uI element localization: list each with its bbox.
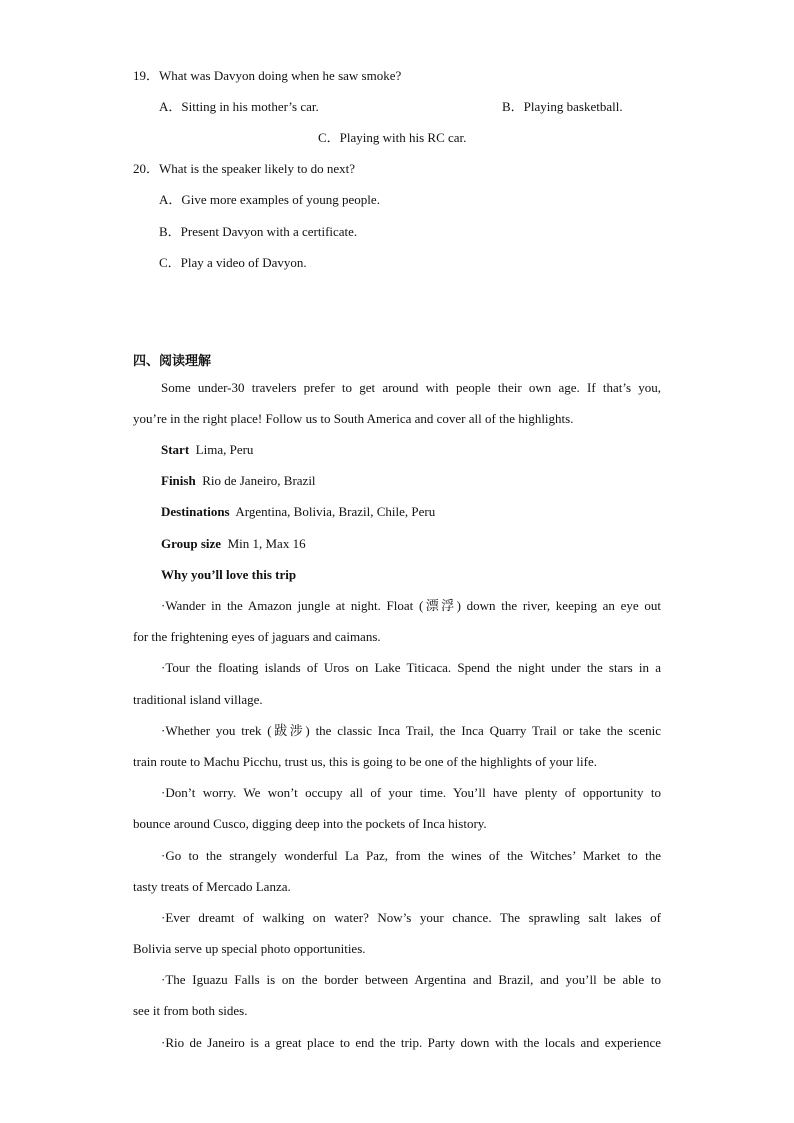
info-finish [161,473,316,489]
info-destinations-value: Argentina, Bolivia, Brazil, Chile, Peru [235,504,436,519]
bullet-6-line-1: ·Ever dreamt of walking on water? Now’s your chance. The sprawling salt lakes of [161,910,661,925]
question-20: 20．What is the speaker likely to do next? [133,161,356,176]
bullet-2-line-1: ·Tour the floating islands of Uros on Lake Titicaca. Spend the night under the stars in a [161,660,661,675]
why-heading: Why you’ll love this trip [161,567,297,582]
info-finish-value: Rio de Janeiro, Brazil [202,473,316,488]
q19-option-c: C．Playing with his RC car. [318,130,467,145]
info-destinations [161,504,435,520]
intro-line-1: Some under-30 travelers prefer to get around with people their own age. If that’s you, [161,380,661,395]
bullet-5-line-1: ·Go to the strangely wonderful La Paz, from the wines of the Witches’ Market to the [161,848,661,863]
bullet-3-line-1: ·Whether you trek (跋涉) the classic Inca Trail, the Inca Quarry Trail or take the scenic [161,723,661,738]
intro-line-2: you’re in the right place! Follow us to South America and cover all of the highlights. [133,411,574,426]
bullet-1-line-1: ·Wander in the Amazon jungle at night. Float (漂浮) down the river, keeping an eye out [161,598,661,613]
question-19: 19．What was Davyon doing when he saw smoke? [133,68,402,83]
bullet-7-line-2: see it from both sides. [133,1003,248,1018]
q20-option-b: B．Present Davyon with a certificate. [159,224,358,239]
info-group-size-label: Group size [161,536,222,551]
bullet-2-line-2: traditional island village. [133,692,263,707]
q20-option-a: A．Give more examples of young people. [159,192,380,207]
q19-option-a: A．Sitting in his mother’s car. [159,99,319,114]
q19-option-b: B．Playing basketball. [502,99,623,114]
info-group-size-value: Min 1, Max 16 [227,536,306,551]
bullet-4-line-1: ·Don’t worry. We won’t occupy all of your time. You’ll have plenty of opportunity to [161,785,661,800]
bullet-3-line-2: train route to Machu Picchu, trust us, this is going to be one of the highlights of your life. [133,754,597,769]
bullet-1-line-2: for the frightening eyes of jaguars and caimans. [133,629,381,644]
bullet-6-line-2: Bolivia serve up special photo opportunities. [133,941,366,956]
info-start [161,442,253,458]
info-destinations-label: Destinations [161,504,230,519]
info-group-size [161,536,306,552]
bullet-8-line-1: ·Rio de Janeiro is a great place to end the trip. Party down with the locals and experience [161,1035,661,1050]
info-start-label: Start [161,442,190,457]
bullet-5-line-2: tasty treats of Mercado Lanza. [133,879,291,894]
q20-option-c: C．Play a video of Davyon. [159,255,307,270]
info-finish-label: Finish [161,473,196,488]
bullet-7-line-1: ·The Iguazu Falls is on the border between Argentina and Brazil, and you’ll be able to [161,972,661,987]
bullet-4-line-2: bounce around Cusco, digging deep into the pockets of Inca history. [133,816,487,831]
info-start-value: Lima, Peru [195,442,254,457]
section-heading-reading: 四、阅读理解 [133,354,212,369]
